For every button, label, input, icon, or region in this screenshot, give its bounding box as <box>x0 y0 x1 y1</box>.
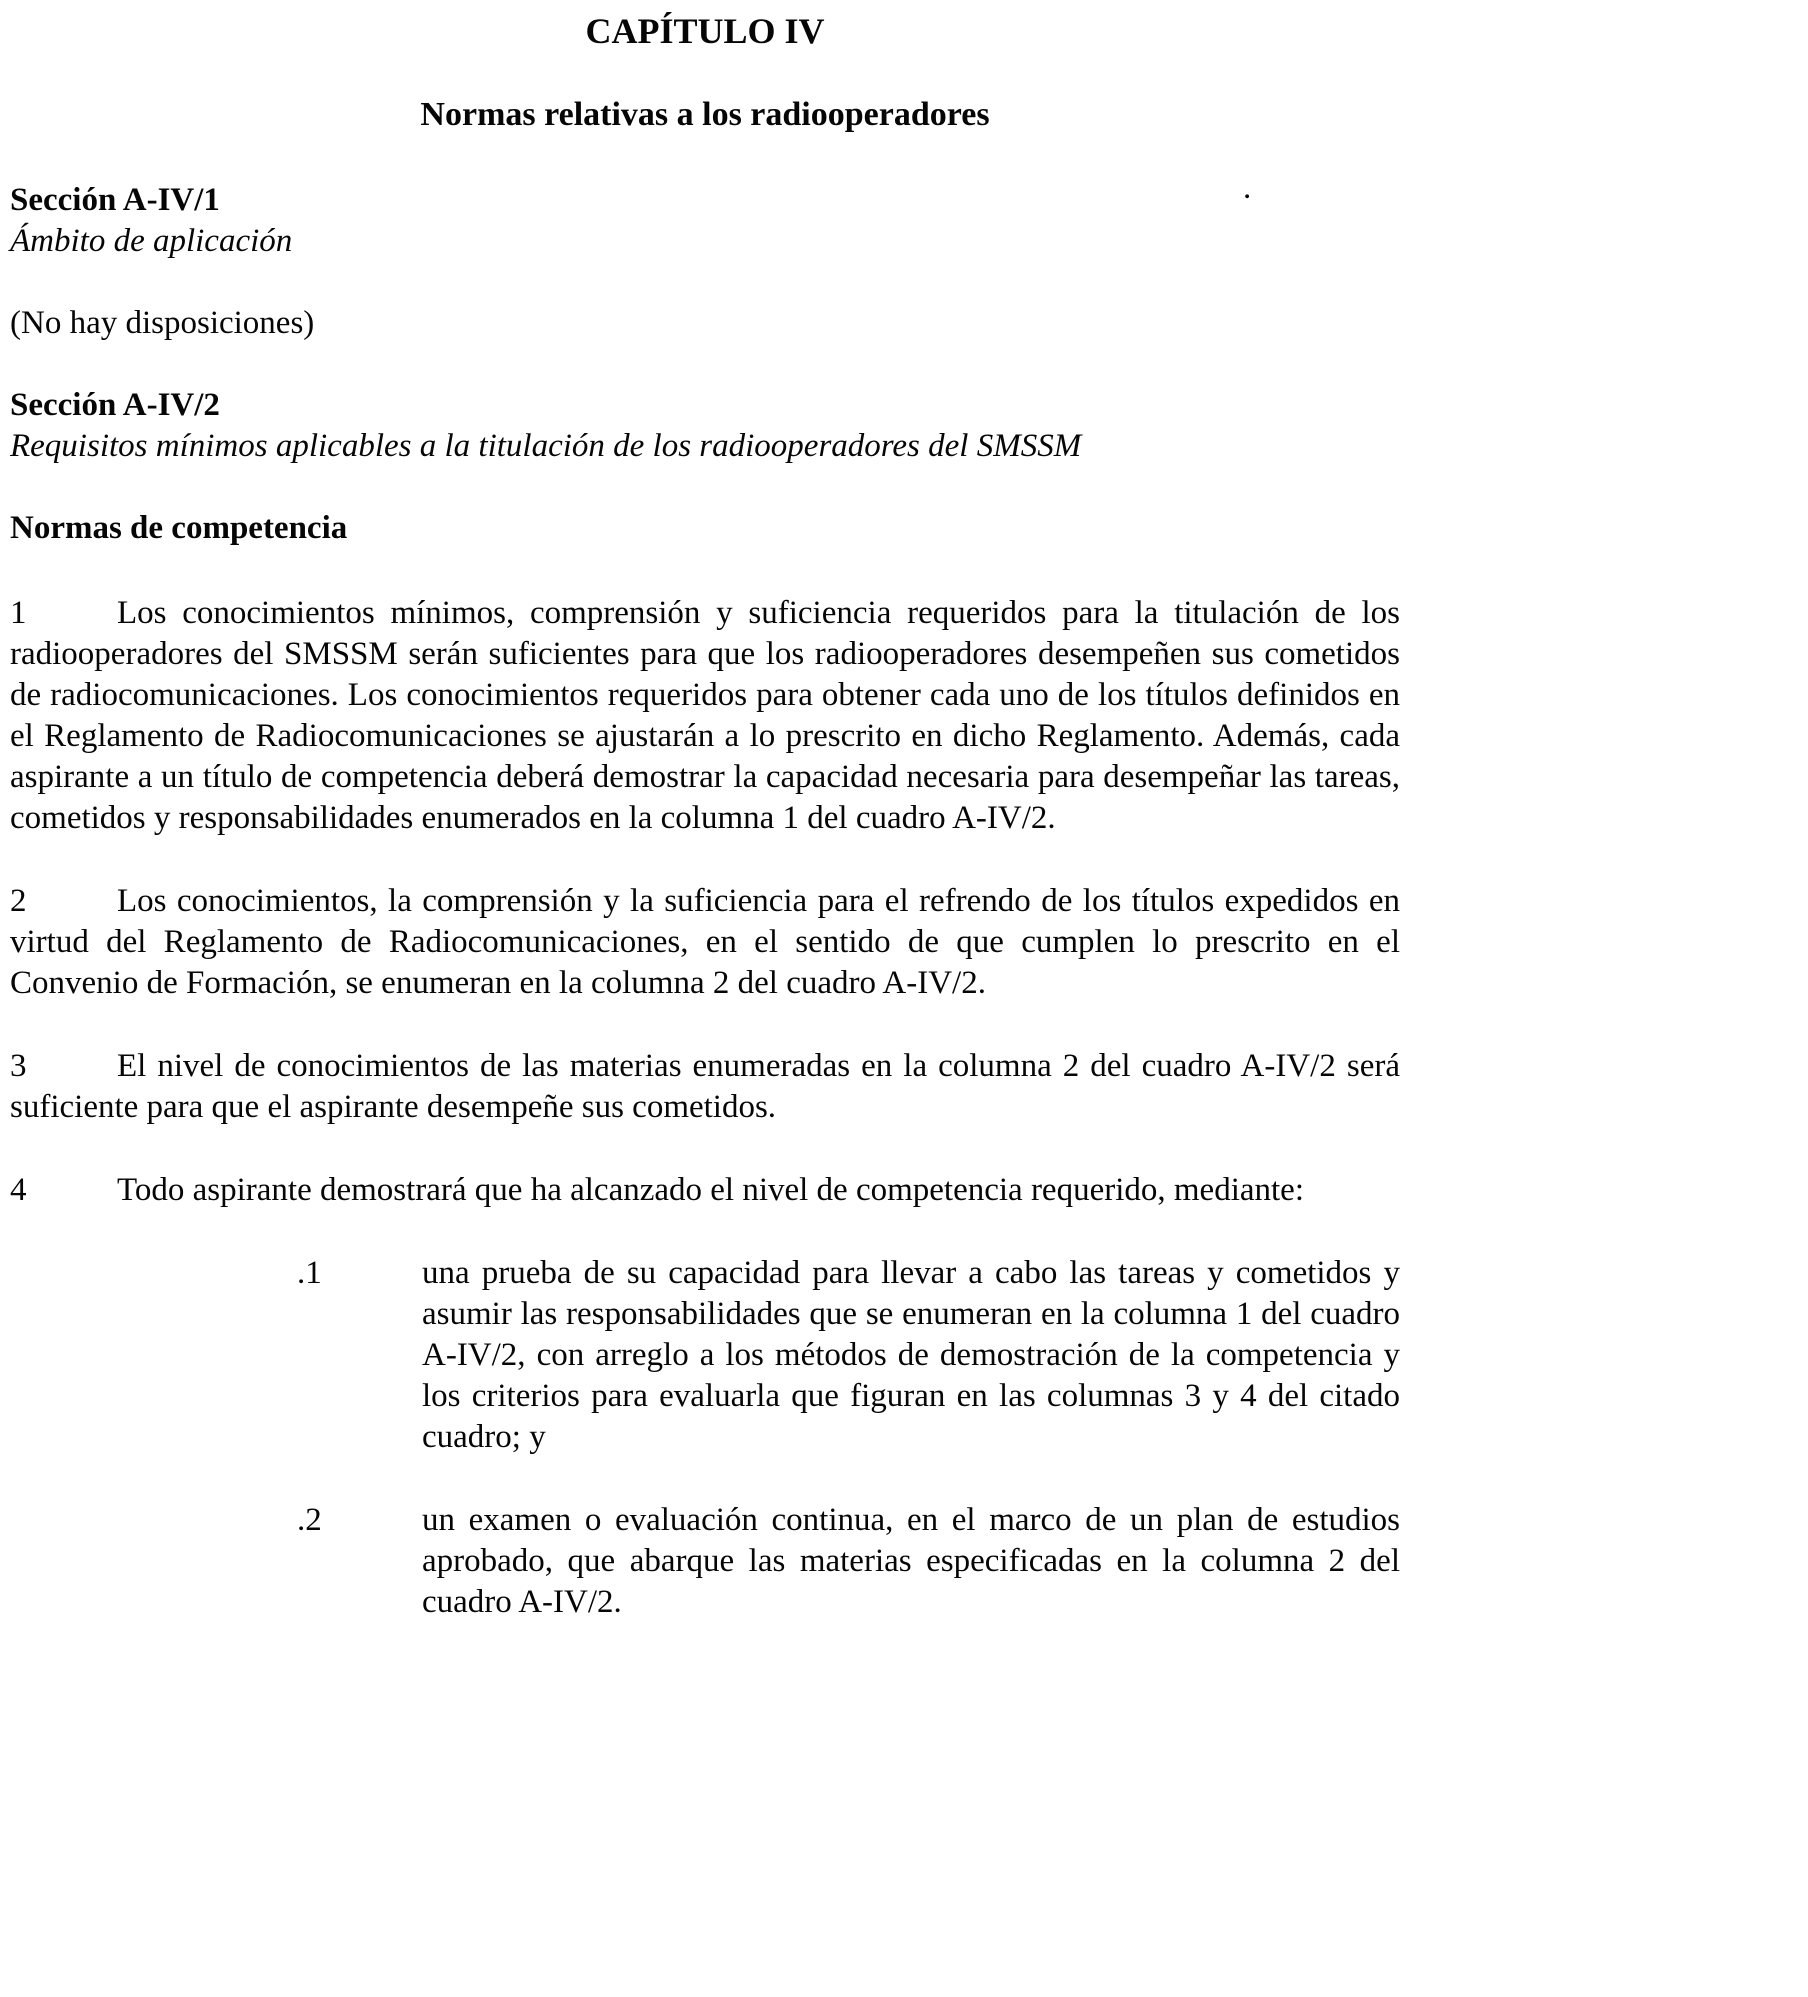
subitem-2 <box>297 1500 1400 1623</box>
paragraph-1 <box>10 593 1400 839</box>
paragraph-3 <box>10 1046 1400 1128</box>
paragraph-4-text: Todo aspirante demostrará que ha alcanzado el nivel de competencia requerido, mediante: <box>117 1172 1305 1208</box>
paragraph-1-text: Los conocimientos mínimos, comprensión y suficiencia requeridos para la titulación de los radiooperadores del SMSSM serán suficientes para que los radiooperadores desempeñen sus cometidos de radiocomunicaciones. Los conocimientos requeridos para obtener cada uno de los títulos definidos en el Reglamento de Radiocomunicaciones se ajustarán a lo prescrito en dicho Reglamento. Además, cada aspirante a un título de competencia deberá demostrar la capacidad necesaria para desempeñar las tareas, cometidos y responsabilidades enumerados en la columna 1 del cuadro A-IV/2. <box>10 595 1400 836</box>
subitem-2-text: un examen o evaluación continua, en el marco de un plan de estudios aprobado, que abarque las materias especificadas en la columna 2 del cuadro A-IV/2. <box>422 1502 1400 1620</box>
paragraph-2 <box>10 881 1400 1004</box>
subitem-2-number: .2 <box>297 1502 322 1538</box>
no-provisions-text: (No hay disposiciones) <box>10 305 315 341</box>
chapter-subtitle: Normas relativas a los radiooperadores <box>420 96 990 133</box>
subitem-1-text: una prueba de su capacidad para llevar a cabo las tareas y cometidos y asumir las responsabilidades que se enumeran en la columna 1 del cuadro A-IV/2, con arreglo a los métodos de demostración de la competencia y los criterios para evaluarla que figuran en las columnas 3 y 4 del citado cuadro; y <box>422 1255 1400 1455</box>
paragraph-3-number: 3 <box>10 1048 27 1084</box>
subitem-1 <box>297 1253 1400 1458</box>
competence-standards-heading: Normas de competencia <box>10 510 348 546</box>
scan-artifact-dot: . <box>1243 170 1252 206</box>
section-1-subtitle: Ámbito de aplicación <box>10 223 293 259</box>
paragraph-3-text: El nivel de conocimientos de las materias enumeradas en la columna 2 del cuadro A-IV/2 será suficiente para que el aspirante desempeñe sus cometidos. <box>10 1048 1400 1125</box>
paragraph-4 <box>10 1170 1400 1211</box>
section-2-subtitle: Requisitos mínimos aplicables a la titulación de los radiooperadores del SMSSM <box>10 428 1082 464</box>
paragraph-1-number: 1 <box>10 595 27 631</box>
section-2-title: Sección A-IV/2 <box>10 387 220 423</box>
paragraph-2-text: Los conocimientos, la comprensión y la suficiencia para el refrendo de los títulos expedidos en virtud del Reglamento de Radiocomunicaciones, en el sentido de que cumplen lo prescrito en el Convenio de Formación, se enumeran en la columna 2 del cuadro A-IV/2. <box>10 883 1400 1001</box>
paragraph-4-number: 4 <box>10 1172 27 1208</box>
subitem-1-number: .1 <box>297 1255 322 1291</box>
paragraph-2-number: 2 <box>10 883 27 919</box>
section-2-heading-block <box>10 385 1400 467</box>
section-1-heading-block <box>10 180 1400 262</box>
chapter-title: CAPÍTULO IV <box>585 11 825 51</box>
section-1-title: Sección A-IV/1 <box>10 182 220 218</box>
